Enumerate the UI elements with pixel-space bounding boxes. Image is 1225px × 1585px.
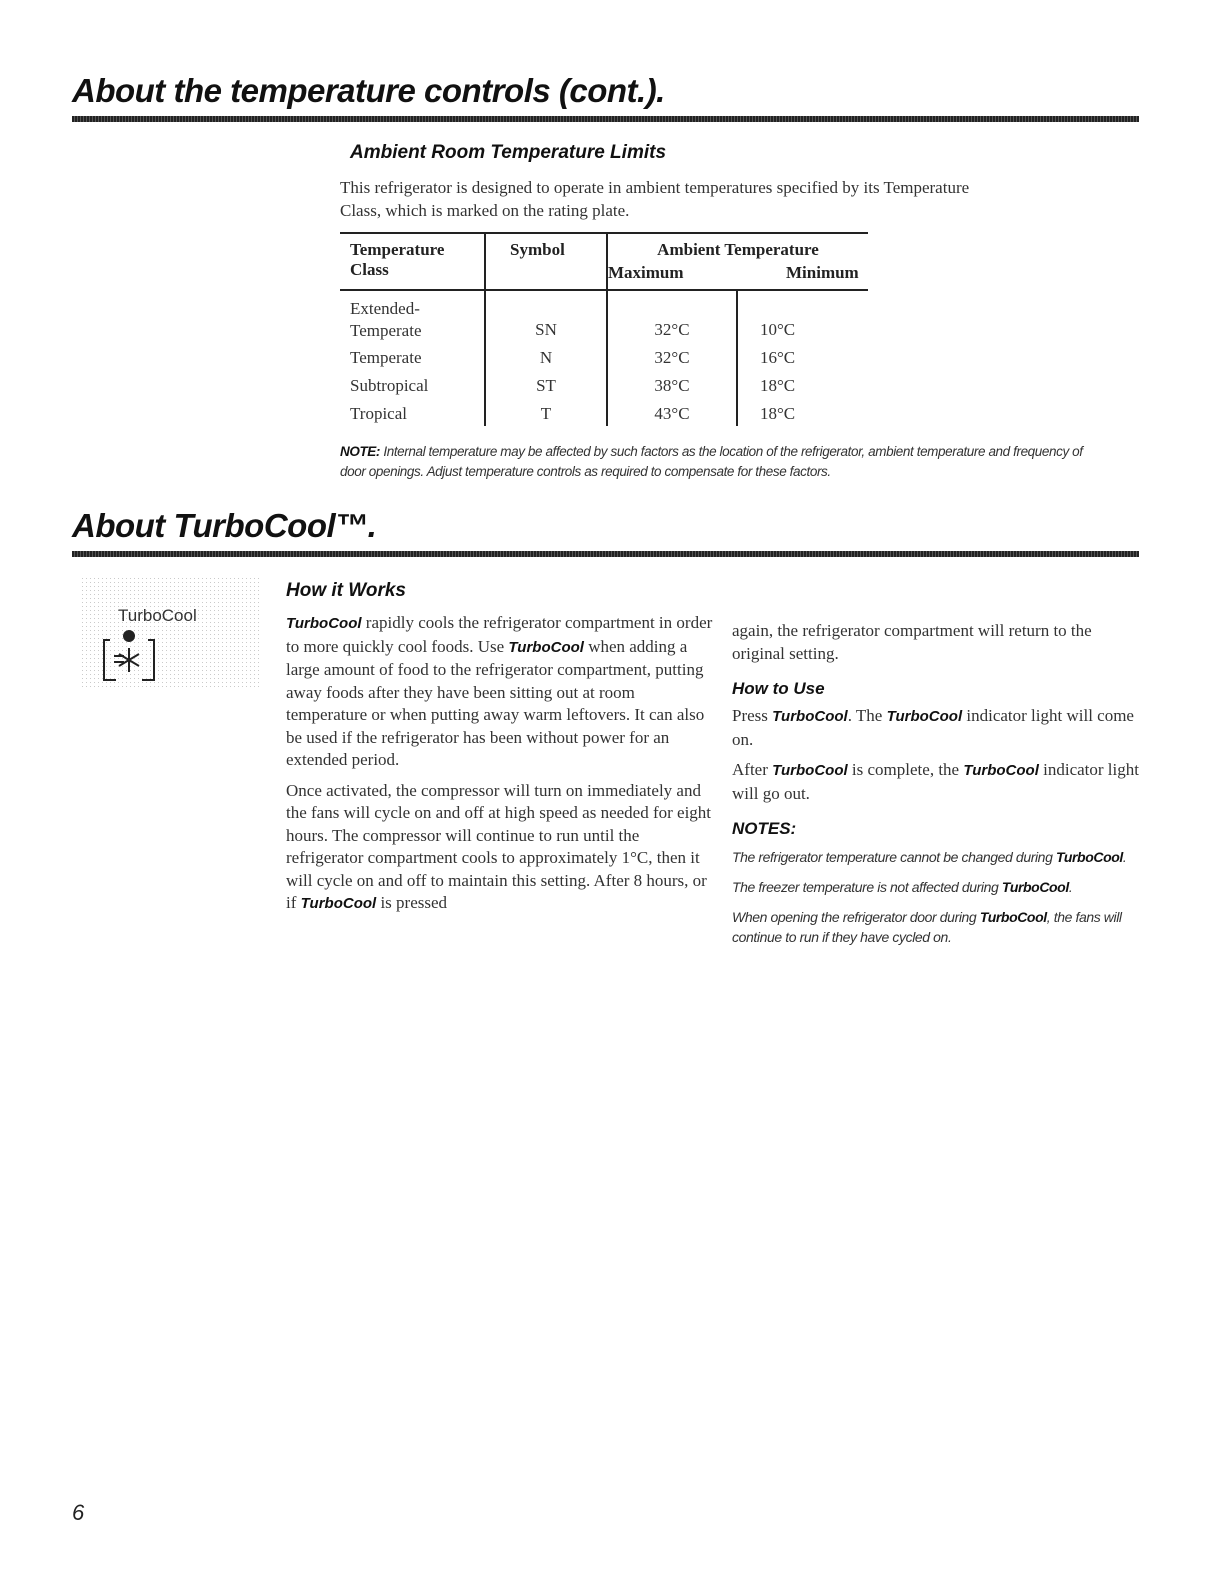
turbocool-panel-graphic [82, 578, 262, 690]
table-row-max: 43°C [654, 404, 690, 423]
turbocool-term: TurboCool [772, 708, 848, 725]
body-text: indicator light will come on. [732, 706, 1134, 749]
turbocool-term: TurboCool [886, 708, 963, 725]
note-paragraph [340, 442, 1110, 482]
table-row-symbol: ST [536, 376, 556, 395]
body-text: Once activated, the compressor will turn on immediately and the fans will cycle on and off at high speed as needed for eight hours. The compressor will continue to run until the refrigerator compartment cools to approximately 1°C, then it will cycle on and off to maintain this setting. After 8 hours, or if [286, 780, 712, 912]
table-row-min: 10°C [760, 320, 796, 339]
section-title-turbocool: About TurboCool™. [72, 507, 377, 544]
body-text: is pressed [376, 893, 448, 912]
turbocool-term: TurboCool [963, 762, 1039, 779]
table-row-max: 38°C [654, 376, 690, 395]
intro-paragraph: This refrigerator is designed to operate in ambient temperatures specified by its Temperature Class, which is marked on the rating plate. [340, 178, 970, 220]
body-text: rapidly cools the refrigerator compartment in order to more quickly cool foods. Use [286, 613, 713, 656]
table-row-class: Subtropical [350, 376, 429, 395]
turbocool-term: TurboCool [286, 615, 362, 632]
note-text: The freezer temperature is not affected during [732, 879, 1002, 895]
note-item [732, 907, 1142, 947]
heading-how-to-use: How to Use [732, 679, 825, 698]
how-it-works-continued: again, the refrigerator compartment will return to the original setting. [732, 621, 1092, 663]
heading-notes: NOTES: [732, 819, 797, 838]
how-it-works-paragraph [286, 780, 716, 916]
body-text: Press [732, 706, 773, 725]
turbocool-control-illustration [82, 578, 262, 690]
body-text: . The [847, 706, 887, 725]
body-text: is complete, the [847, 760, 964, 779]
note-text: Internal temperature may be affected by such factors as the location of the refrigerator, ambient temperature and frequency of door openings. Adjust temperature controls as required to compensate for these factors. [340, 444, 1083, 479]
icon-label: TurboCool [118, 606, 197, 625]
body-text: when adding a large amount of food to the refrigerator compartment, putting away foods after they have been sitting out at room temperature or when putting away warm leftovers. It can also be used if the refrigerator has been without power for an extended period. [286, 636, 705, 769]
table-row-max: 32°C [654, 320, 690, 339]
turbocool-term: TurboCool [979, 909, 1047, 925]
header-temperature-class [350, 240, 444, 280]
section-divider [72, 116, 1139, 122]
table-row-class [350, 298, 422, 342]
note-text: When opening the refrigerator door during [732, 909, 980, 925]
note-item [732, 847, 1142, 867]
note-text: , the fans will continue to run if they have cycled on. [732, 909, 1122, 945]
cell-text: Extended- [350, 299, 420, 318]
turbocool-term: TurboCool [1001, 879, 1069, 895]
table-divider [736, 289, 738, 426]
section-divider [72, 551, 1139, 557]
section-title-temperature-controls: About the temperature controls (cont.). [72, 72, 665, 109]
header-symbol: Symbol [510, 240, 565, 259]
table-row-min: 18°C [760, 376, 796, 395]
how-to-use-paragraph [732, 705, 1142, 751]
how-to-use-paragraph [732, 759, 1142, 805]
note-text: . [1122, 849, 1127, 865]
note-text: . [1068, 879, 1073, 895]
table-row-min: 18°C [760, 404, 796, 423]
turbocool-term: TurboCool [772, 762, 848, 779]
how-it-works-column [286, 580, 716, 924]
body-text: After [732, 760, 773, 779]
table-row-symbol: N [539, 348, 553, 367]
header-ambient-temperature: Ambient Temperature [657, 240, 819, 259]
header-text: Class [350, 260, 389, 279]
table-header-rule [340, 289, 868, 291]
turbocool-term: TurboCool [508, 638, 584, 656]
turbocool-term: TurboCool [300, 895, 377, 912]
note-item [732, 877, 1142, 897]
temperature-class-table [340, 232, 870, 432]
turbocool-term: TurboCool [1055, 849, 1123, 865]
note-label: NOTE: [340, 444, 380, 459]
page-number: 6 [72, 1500, 85, 1525]
header-text: Temperature [350, 240, 445, 259]
heading-how-it-works: How it Works [286, 580, 406, 601]
cell-text: Temperate [350, 321, 422, 340]
table-row-symbol: T [540, 404, 552, 423]
right-column [732, 620, 1142, 947]
note-text: The refrigerator temperature cannot be changed during [732, 849, 1056, 865]
table-row-class: Temperate [350, 348, 422, 367]
table-row-class: Tropical [350, 404, 407, 423]
header-minimum: Minimum [786, 263, 859, 282]
table-row-max: 32°C [654, 348, 690, 367]
table-row-min: 16°C [760, 348, 796, 367]
table-top-rule [340, 232, 868, 234]
body-text: indicator light will go out. [732, 760, 1139, 803]
table-row-symbol: SN [535, 320, 557, 339]
how-it-works-paragraph [286, 612, 716, 772]
subheading-ambient-limits: Ambient Room Temperature Limits [350, 142, 667, 163]
header-maximum: Maximum [608, 263, 684, 282]
